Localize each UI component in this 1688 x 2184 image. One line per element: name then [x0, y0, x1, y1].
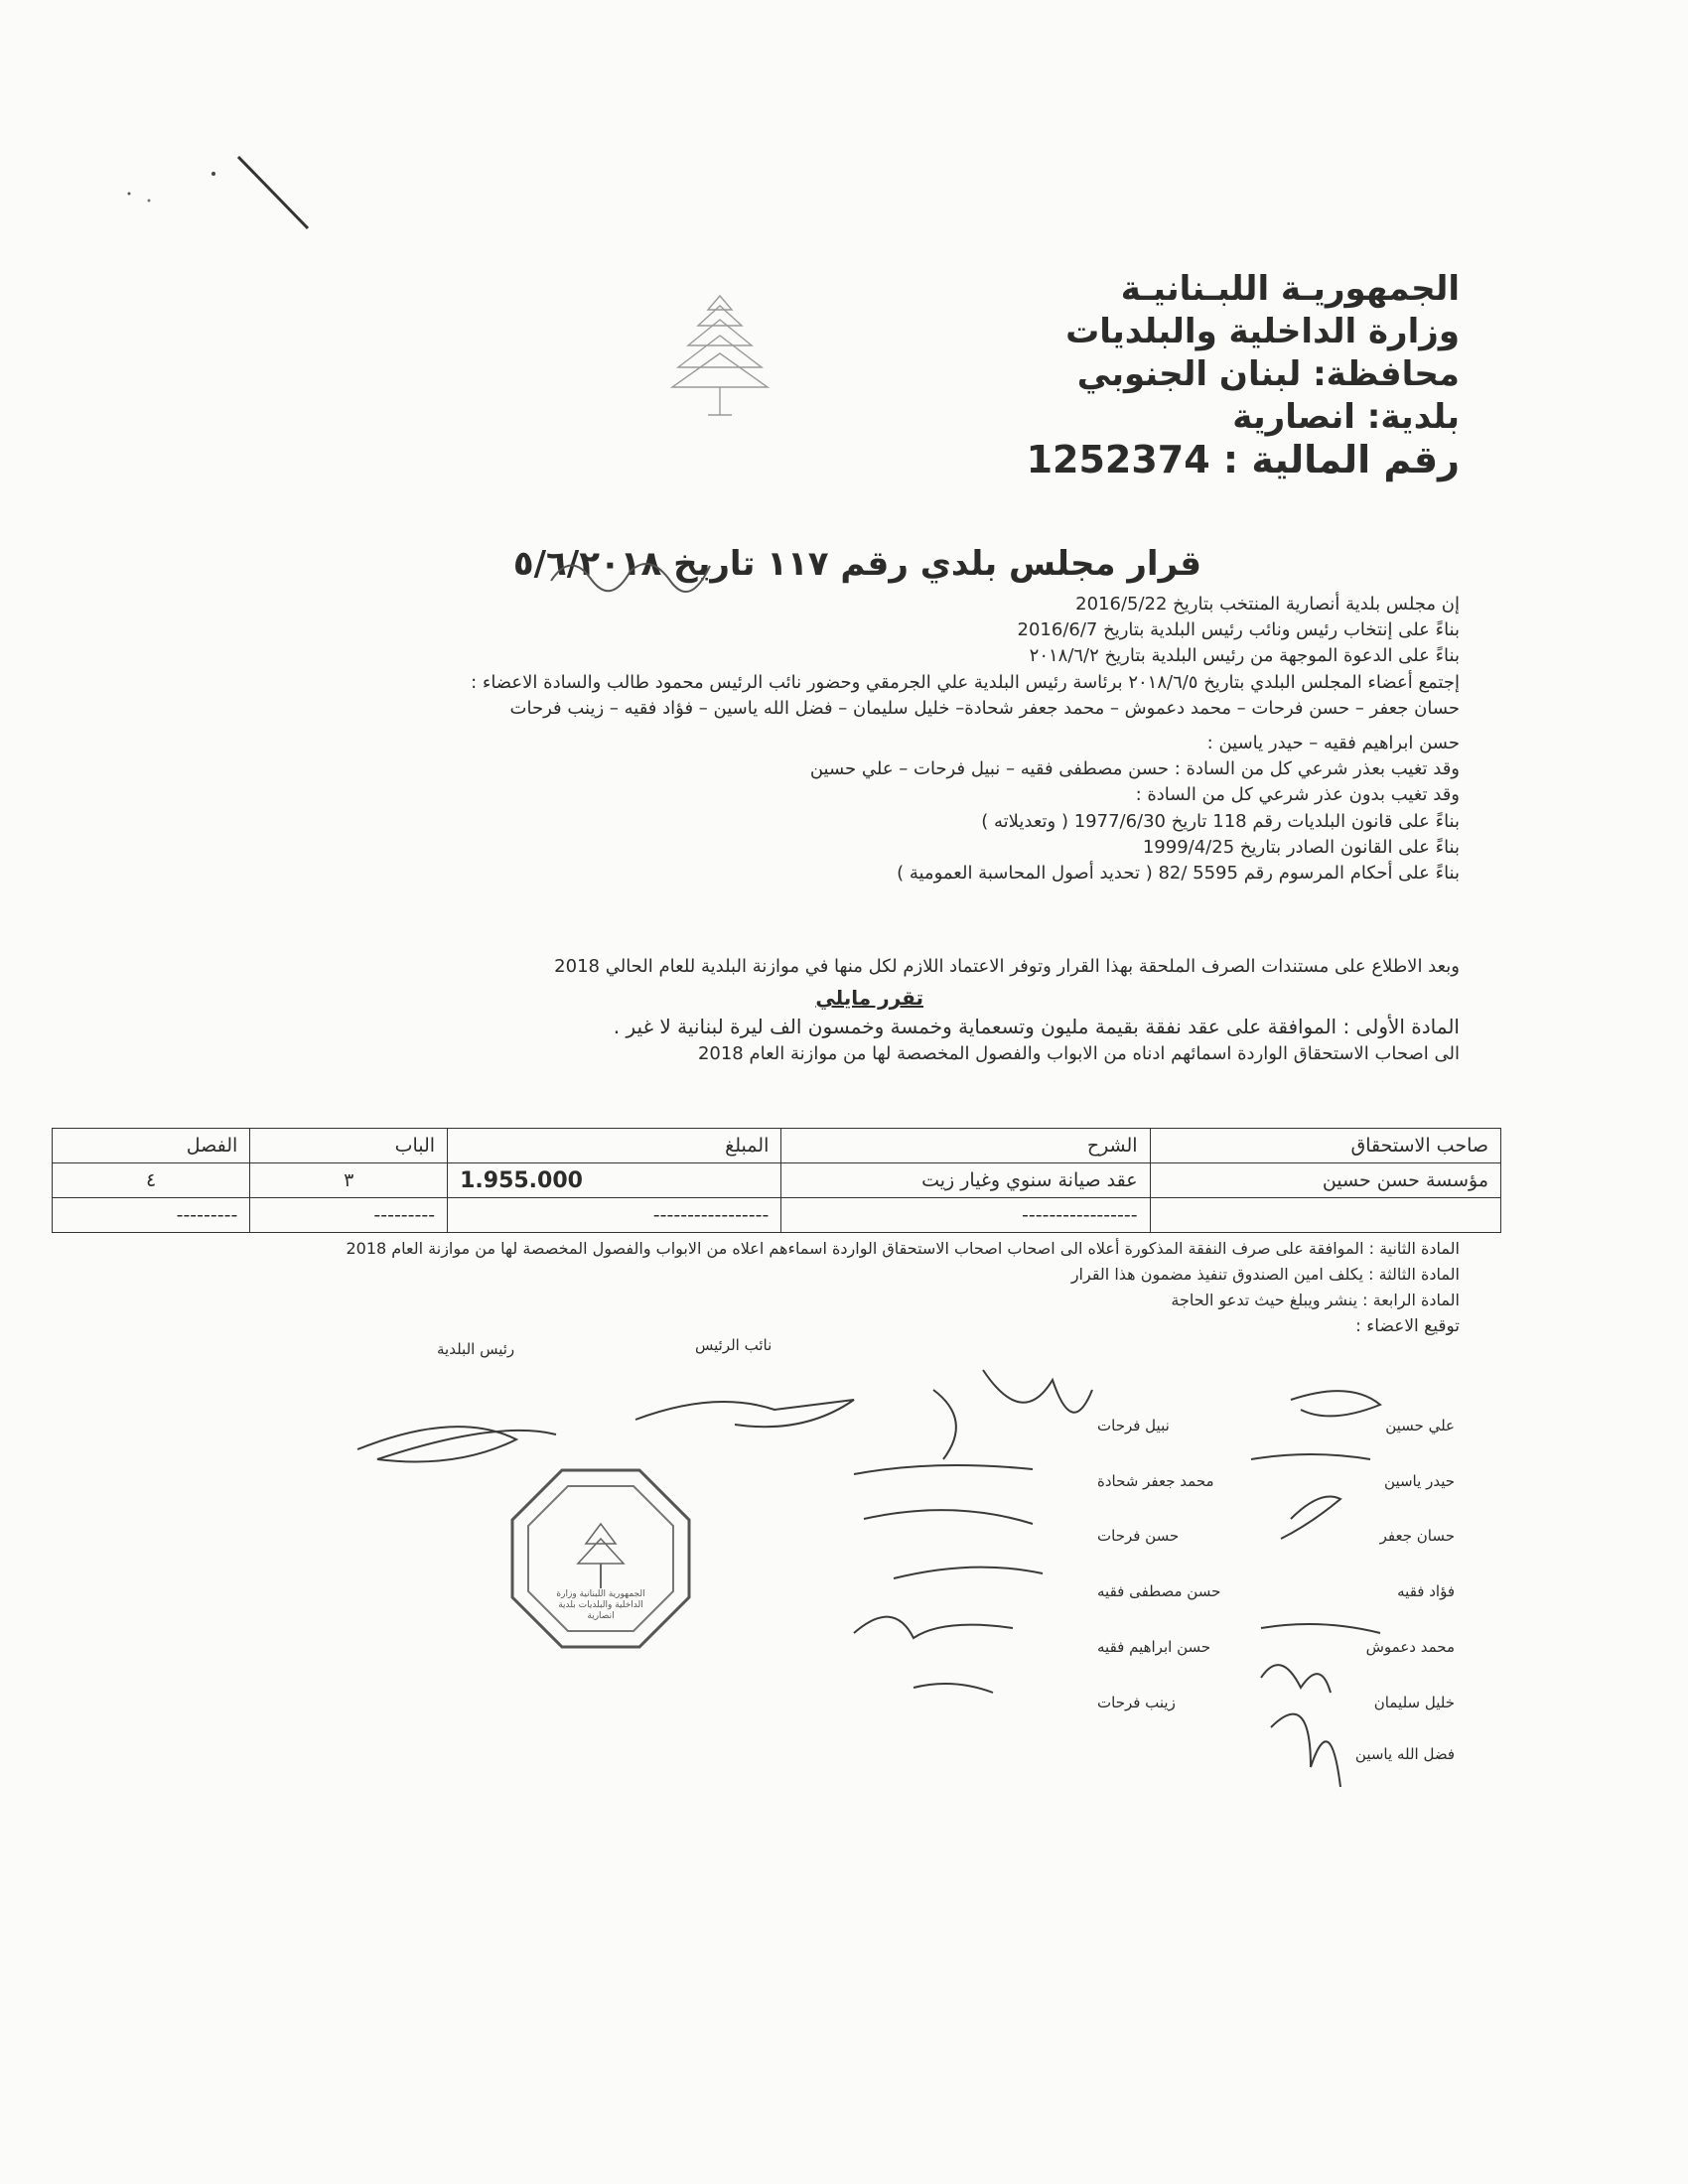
cell-beneficiary: مؤسسة حسن حسين — [1150, 1163, 1500, 1198]
member-name-mid: حسن ابراهيم فقيه — [1097, 1638, 1211, 1656]
expense-table — [52, 1128, 1501, 1233]
preamble-line-3: بناءً على الدعوة الموجهة من رئيس البلدية بتاريخ ٢٠١٨/٦/٢ — [1029, 645, 1460, 666]
cell-description: عقد صيانة سنوي وغيار زيت — [781, 1163, 1150, 1198]
member-name-right: حيدر ياسين — [1384, 1472, 1455, 1490]
pen-stroke-mark — [99, 149, 328, 238]
decided-heading: تقرر مايلي — [815, 986, 923, 1010]
member-name-mid: زينب فرحات — [1097, 1694, 1176, 1711]
seal-text: الجمهورية اللبنانية وزارة الداخلية والبلديات بلدية انصارية — [556, 1589, 645, 1621]
header-description: الشرح — [781, 1129, 1150, 1163]
preamble-line-5: حسان جعفر – حسن فرحات – محمد دعموش – محمد جعفر شحادة– خليل سليمان – فضل الله ياسين – فؤاد فقيه – زينب فرحات — [509, 698, 1460, 719]
signatures-label: توقيع الاعضاء : — [1355, 1316, 1460, 1336]
cell-empty: --------- — [250, 1198, 448, 1233]
letterhead — [1027, 268, 1460, 481]
table-row — [53, 1163, 1501, 1198]
preamble-line-6: حسن ابراهيم فقيه – حيدر ياسين : — [1206, 733, 1460, 753]
member-name-mid: محمد جعفر شحادة — [1097, 1472, 1214, 1490]
article-1: المادة الأولى : الموافقة على عقد نفقة بقيمة مليون وتسعماية وخمسة وخمسون الف ليرة لبنانية لا غير . — [613, 1015, 1460, 1038]
member-name-right: علي حسين — [1385, 1417, 1455, 1434]
cell-empty: ----------------- — [448, 1198, 781, 1233]
article-1-continuation: الى اصحاب الاستحقاق الواردة اسمائهم ادناه من الابواب والفصول المخصصة لها من موازنة العام 2018 — [697, 1043, 1460, 1064]
governorate-line: محافظة: لبنان الجنوبي — [1076, 354, 1460, 394]
vice-president-label: نائب الرئيس — [695, 1336, 773, 1354]
cell-chapter: ٤ — [53, 1163, 250, 1198]
table-header-row — [53, 1129, 1501, 1163]
cell-empty: --------- — [53, 1198, 250, 1233]
preamble-line-12: وبعد الاطلاع على مستندات الصرف الملحقة بهذا القرار وتوفر الاعتماد اللازم لكل منها في موازنة البلدية للعام الحالي 2018 — [554, 956, 1460, 977]
preamble-line-2: بناءً على إنتخاب رئيس ونائب رئيس البلدية بتاريخ 2016/6/7 — [1017, 619, 1460, 640]
finance-number: رقم المالية : 1252374 — [1026, 438, 1460, 481]
cell-amount: 1.955.000 — [448, 1163, 781, 1198]
republic-line: الجمهوريـة اللبـنانيـة — [1120, 269, 1460, 309]
preamble-line-9: بناءً على قانون البلديات رقم 118 تاريخ 1977/6/30 ( وتعديلاته ) — [981, 811, 1460, 832]
ministry-line: وزارة الداخلية والبلديات — [1065, 312, 1460, 351]
member-name-mid: حسن مصطفى فقيه — [1097, 1582, 1221, 1600]
member-name-right: محمد دعموش — [1365, 1638, 1455, 1656]
member-name-right: خليل سليمان — [1373, 1694, 1455, 1711]
decision-title: قرار مجلس بلدي رقم ١١٧ تاريخ ٥/٦/٢٠١٨ — [512, 544, 1201, 584]
member-name-right: فضل الله ياسين — [1354, 1745, 1455, 1763]
handwritten-date-scribble — [541, 541, 720, 601]
preamble-line-7: وقد تغيب بعذر شرعي كل من السادة : حسن مصطفى فقيه – نبيل فرحات – علي حسين — [809, 758, 1460, 779]
municipal-seal — [506, 1464, 695, 1653]
cedar-emblem-icon — [660, 288, 779, 422]
article-2: المادة الثانية : الموافقة على صرف النفقة المذكورة أعلاه الى اصحاب اصحاب الاستحقاق الواردة اسماءهم اعلاه من الابواب والفصول المخصصة لها من موازنة العام 2018 — [346, 1239, 1460, 1258]
preamble-line-11: بناءً على أحكام المرسوم رقم 5595 /82 ( تحديد أصول المحاسبة العمومية ) — [897, 863, 1460, 884]
preamble-line-4: إجتمع أعضاء المجلس البلدي بتاريخ ٢٠١٨/٦/٥ برئاسة رئيس البلدية علي الجرمقي وحضور نائب الرئيس محمود طالب والسادة الاعضاء : — [471, 672, 1460, 693]
member-name-right: حسان جعفر — [1379, 1527, 1455, 1545]
preamble-line-1: إن مجلس بلدية أنصارية المنتخب بتاريخ 2016/5/22 — [1075, 594, 1460, 614]
member-name-mid: حسن فرحات — [1097, 1527, 1180, 1545]
member-name-right: فؤاد فقيه — [1397, 1582, 1455, 1600]
member-name-mid: نبيل فرحات — [1097, 1417, 1170, 1434]
municipality-line: بلدية: انصارية — [1232, 397, 1460, 437]
table-row — [53, 1198, 1501, 1233]
header-beneficiary: صاحب الاستحقاق — [1150, 1129, 1500, 1163]
president-label: رئيس البلدية — [437, 1340, 515, 1358]
header-section: الباب — [250, 1129, 448, 1163]
header-chapter: الفصل — [53, 1129, 250, 1163]
seal-octagon-icon — [506, 1464, 695, 1653]
cell-empty — [1150, 1198, 1500, 1233]
article-4: المادة الرابعة : ينشر ويبلغ حيث تدعو الحاجة — [1171, 1291, 1460, 1309]
cell-section: ٣ — [250, 1163, 448, 1198]
preamble-line-8: وقد تغيب بدون عذر شرعي كل من السادة : — [1135, 784, 1460, 805]
preamble-line-10: بناءً على القانون الصادر بتاريخ 1999/4/25 — [1142, 837, 1460, 858]
cell-empty: ----------------- — [781, 1198, 1150, 1233]
article-3: المادة الثالثة : يكلف امين الصندوق تنفيذ مضمون هذا القرار — [1070, 1265, 1460, 1284]
header-amount: المبلغ — [448, 1129, 781, 1163]
